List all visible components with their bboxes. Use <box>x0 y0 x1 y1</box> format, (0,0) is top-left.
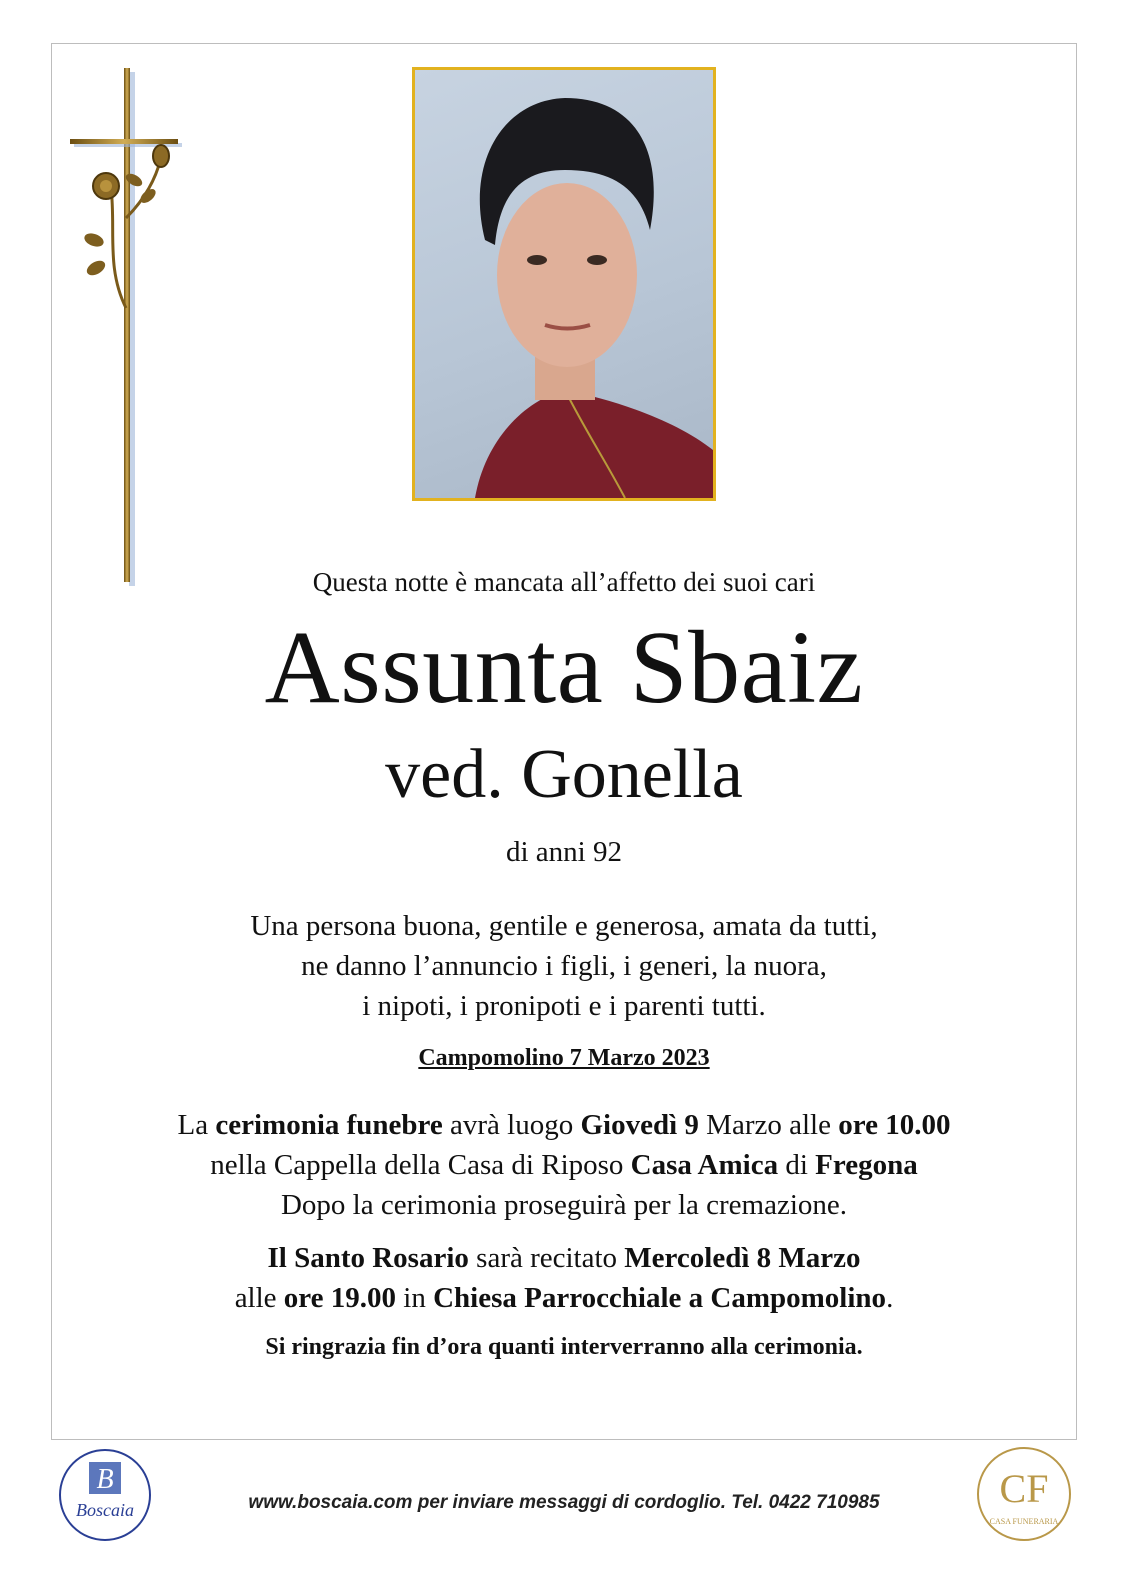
message-line: Una persona buona, gentile e generosa, amata da tutti, <box>250 910 878 942</box>
ceremony-line-2: nella Cappella della Casa di Riposo Casa Amica di Fregona <box>210 1149 918 1181</box>
ceremony-info <box>51 1105 1077 1225</box>
message-line: ne danno l’annuncio i figli, i generi, la nuora, <box>301 950 827 982</box>
casa-funeraria-logo-mark: CF <box>999 1466 1049 1511</box>
deceased-name: Assunta Sbaiz <box>264 610 864 725</box>
intro-text: Questa notte è mancata all’affetto dei suoi cari <box>312 567 816 597</box>
ceremony-line-3: Dopo la cerimonia proseguirà per la cremazione. <box>280 1189 848 1221</box>
age-text: di anni 92 <box>506 836 622 868</box>
place-date: Campomolino 7 Marzo 2023 <box>418 1045 710 1071</box>
boscaia-logo-icon[interactable] <box>58 1448 152 1542</box>
boscaia-logo-text: Boscaia <box>76 1500 134 1520</box>
cross-with-roses-icon <box>66 68 186 600</box>
thanks-text: Si ringrazia fin d’ora quanti interverranno alla cerimonia. <box>265 1334 863 1360</box>
casa-funeraria-logo-text: CASA FUNERARIA <box>989 1517 1059 1526</box>
portrait-photo <box>412 67 716 501</box>
widow-of: ved. Gonella <box>385 736 743 813</box>
casa-funeraria-logo-icon[interactable] <box>974 1444 1074 1544</box>
boscaia-logo-mark: B <box>96 1464 114 1495</box>
rosary-info <box>51 1238 1077 1318</box>
portrait-illustration <box>415 70 713 498</box>
ceremony-line-1: La cerimonia funebre avrà luogo Giovedì 9 Marzo alle ore 10.00 <box>177 1109 951 1141</box>
announcement-message <box>51 906 1077 1026</box>
rosary-line-2: alle ore 19.00 in Chiesa Parrocchiale a Campomolino. <box>234 1282 894 1314</box>
footer-contact[interactable]: www.boscaia.com per inviare messaggi di cordoglio. Tel. 0422 710985 <box>248 1492 880 1513</box>
rosary-line-1: Il Santo Rosario sarà recitato Mercoledì 8 Marzo <box>267 1242 861 1274</box>
message-line: i nipoti, i pronipoti e i parenti tutti. <box>362 990 766 1022</box>
